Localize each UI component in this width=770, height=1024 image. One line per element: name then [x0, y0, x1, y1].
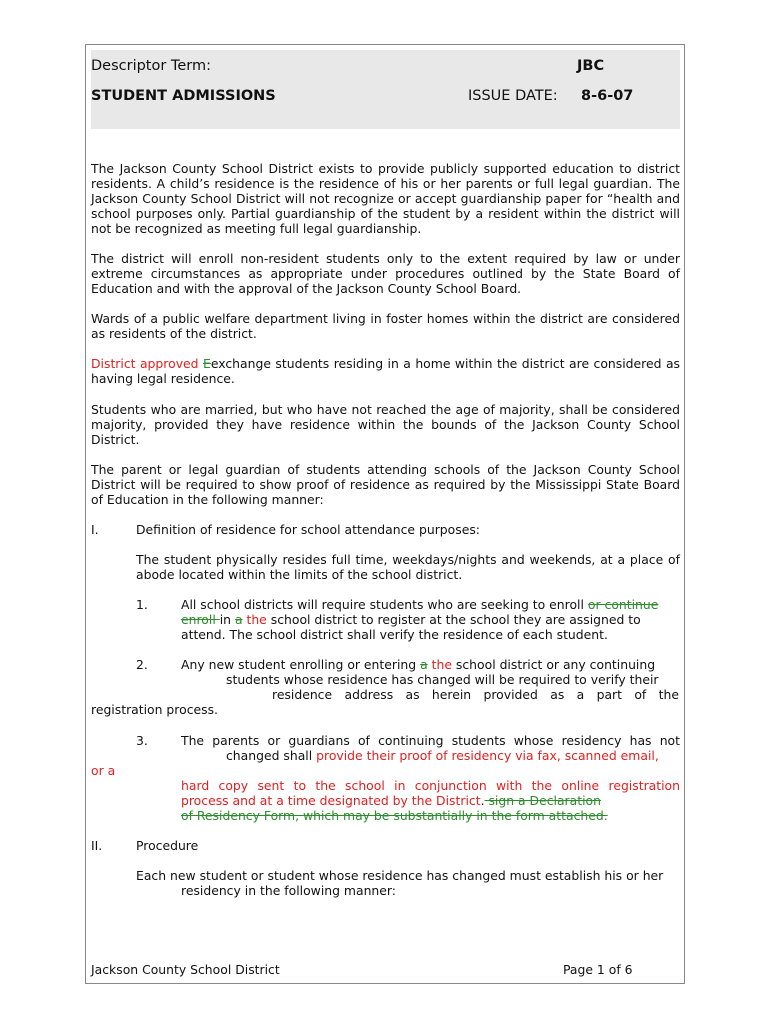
- section-1-number: I.: [91, 522, 99, 537]
- issue-date-value: 8-6-07: [581, 88, 634, 104]
- item-1-text: All school districts will require students who are seeking to enroll or continue enroll in a the school district to register at the school they are assigned to attend. The school district shall verify the residence of each student.: [181, 597, 659, 642]
- footer-district: Jackson County School District: [91, 962, 280, 977]
- section-2-line-2: residency in the following manner:: [181, 883, 396, 898]
- section-2-line-1: Each new student or student whose residence has changed must establish his or her: [136, 868, 664, 883]
- item-2-line-4: registration process.: [91, 702, 218, 717]
- section-2-title: Procedure: [136, 838, 199, 853]
- descriptor-label: Descriptor Term:: [91, 58, 211, 74]
- item-3-line-1: The parents or guardians of continuing students whose residency has not: [181, 733, 680, 748]
- item-3-line-5: process and at a time designated by the District. sign a Declaration: [181, 793, 601, 808]
- policy-code: JBC: [577, 58, 605, 74]
- policy-title: STUDENT ADMISSIONS: [91, 88, 276, 104]
- footer-page-number: Page 1 of 6: [563, 962, 633, 977]
- paragraph-proof: The parent or legal guardian of students attending schools of the Jackson County School District will be required to show proof of residence as required by the Mississippi State Board of Education in the following manner:: [91, 462, 680, 507]
- paragraph-wards: Wards of a public welfare department living in foster homes within the district are considered as residents of the district.: [91, 311, 680, 341]
- paragraph-nonresident: The district will enroll non-resident students only to the extent required by law or under extreme circumstances as appropriate under procedures outlined by the State Board of Education and with the approval of the Jackson County School Board.: [91, 251, 680, 296]
- issue-date-label: ISSUE DATE:: [468, 88, 558, 104]
- item-3-line-3: or a: [91, 763, 116, 778]
- paragraph-married: Students who are married, but who have not reached the age of majority, shall be considered majority, provided they have residence within the bounds of the Jackson County School District.: [91, 402, 680, 447]
- paragraph-exchange: District approved Eexchange students residing in a home within the district are considered as having legal residence.: [91, 356, 680, 386]
- policy-header: [91, 50, 680, 129]
- section-1-title: Definition of residence for school attendance purposes:: [136, 522, 480, 537]
- item-3-line-2: changed shall provide their proof of residency via fax, scanned email,: [226, 748, 659, 763]
- item-3-number: 3.: [136, 733, 148, 748]
- item-2-line-3: residence address as herein provided as a part of the: [272, 687, 679, 702]
- section-1-text: The student physically resides full time, weekdays/nights and weekends, at a place of abode located within the limits of the school district.: [136, 552, 680, 582]
- item-2-number: 2.: [136, 657, 148, 672]
- item-1-number: 1.: [136, 597, 148, 612]
- item-3-line-6: of Residency Form, which may be substantially in the form attached.: [181, 808, 608, 823]
- item-2-line-2: students whose residence has changed will be required to verify their: [226, 672, 659, 687]
- item-2-line-1: Any new student enrolling or entering a the school district or any continuing: [181, 657, 656, 672]
- item-3-line-4: hard copy sent to the school in conjunction with the online registration: [181, 778, 680, 793]
- section-2-number: II.: [91, 838, 103, 853]
- paragraph-residence: The Jackson County School District exists to provide publicly supported education to district residents. A child’s residence is the residence of his or her parents or full legal guardian. The Jackson County School District will not recognize or accept guardianship paper for “health and school purposes only. Partial guardianship of the student by a resident within the district will not be recognized as meeting full legal guardianship.: [91, 161, 680, 236]
